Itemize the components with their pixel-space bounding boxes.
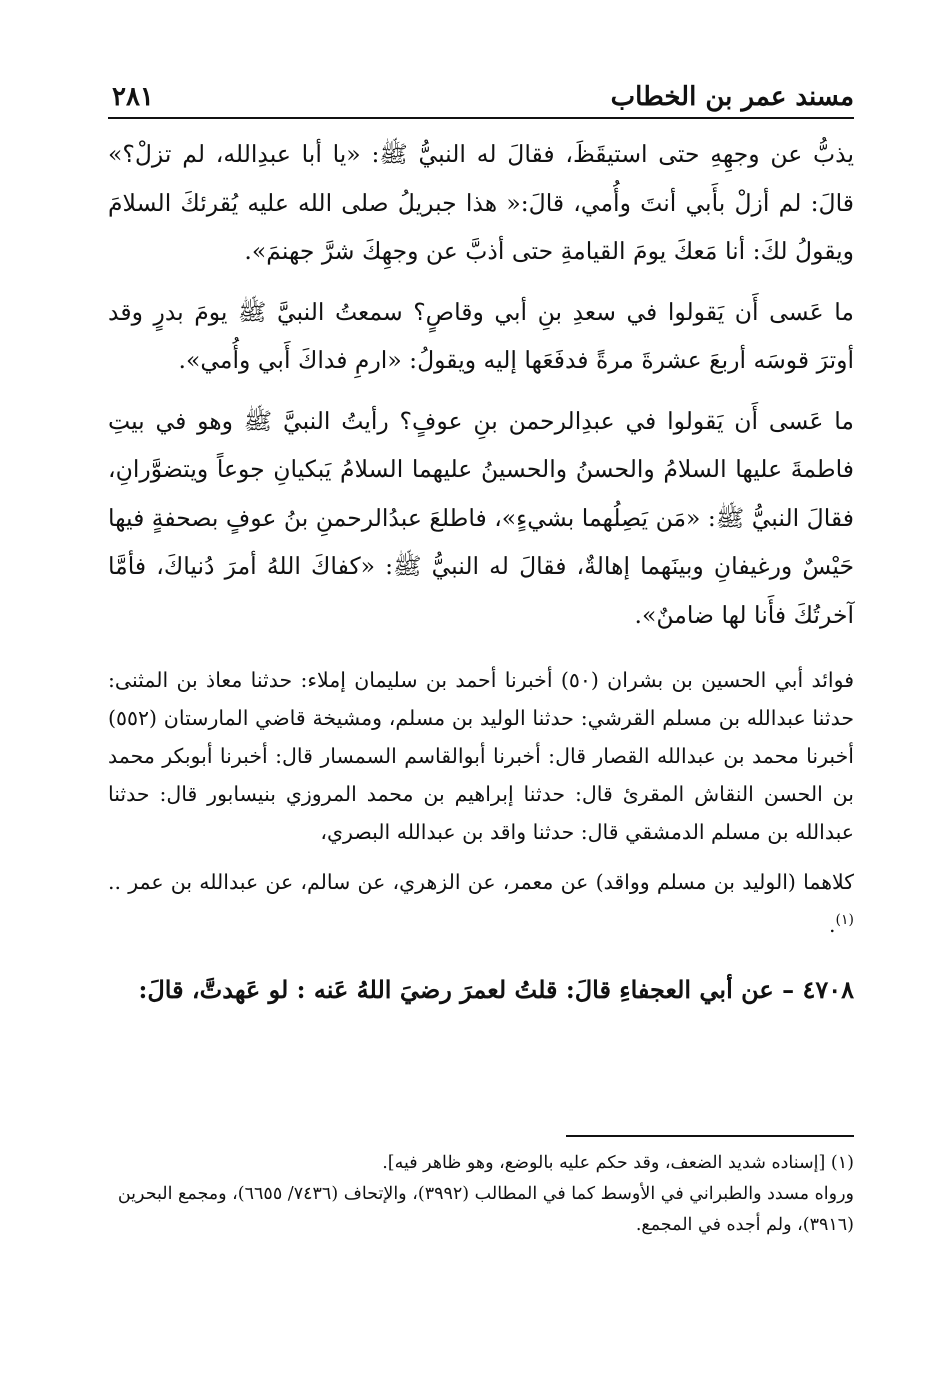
footnote-reference: (١) bbox=[835, 912, 854, 928]
isnad-paragraph: فوائد أبي الحسين بن بشران (٥٠) أخبرنا أحمد بن سليمان إملاء: حدثنا معاذ بن المثنى: حدثنا عبدالله بن مسلم القرشي: حدثنا الوليد بن مسلم، ومشيخة قاضي المارستان (٥٥٢) أخبرنا محمد بن عبدالله القصار قال: أخبرنا أبوالقاسم السمسار قال: أخبرنا أبوبكر محمد بن الحسن النقاش المقرئ قال: حدثنا إبراهيم بن محمد المروزي بنيسابور قال: حدثنا عبدالله بن مسلم الدمشقي قال: حدثنا واقد بن عبدالله البصري، bbox=[108, 668, 854, 844]
header-divider bbox=[108, 117, 854, 119]
footnote-1: (١) [إسناده شديد الضعف، وقد حكم عليه بالوضع، وهو ظاهر فيه]. bbox=[382, 1153, 854, 1173]
hadith-paragraph: ما عَسى أَن يَقولوا في سعدِ بنِ أبي وقاصٍ؟ سمعتُ النبيَّ ﷺ يومَ بدرٍ وقد أوترَ قوسَه أربعَ عشرةَ مرةً فدفَعَها إليه ويقولُ: «ارمِ فداكَ أَبي وأُمي». bbox=[108, 297, 854, 374]
hadith-paragraph: يذبُّ عن وجهِهِ حتى استيقَظَ، فقالَ له النبيُّ ﷺ: «يا أبا عبدِالله، لم تزلْ؟» قالَ: لم أزلْ بأَبي أنتَ وأُمي، قالَ:« هذا جبريلُ صلى الله عليه يُقرئكَ السلامَ ويقولُ لكَ: أنا مَعكَ يومَ القيامةِ حتى أذبَّ عن وجهِكَ شرَّ جهنمَ». bbox=[108, 140, 854, 265]
running-header bbox=[112, 72, 854, 112]
isnad-paragraph: كلاهما (الوليد بن مسلم وواقد) عن معمر، عن الزهري، عن سالم، عن عبدالله بن عمر .. $^{(١)}$. bbox=[108, 870, 854, 937]
footnote-1-continued: ورواه مسدد والطبراني في الأوسط كما في المطالب (٣٩٩٢)، والإتحاف (٧٤٣٦/ ٦٦٥٥)، ومجمع البحرين (٣٩١٦)، ولم أجده في المجمع. bbox=[117, 1184, 854, 1235]
footnote-divider bbox=[566, 1135, 854, 1137]
isnad-text: كلاهما (الوليد بن مسلم وواقد) عن معمر، عن الزهري، عن سالم، عن عبدالله بن عمر .. bbox=[108, 870, 854, 894]
header-title: مسند عمر بن الخطاب bbox=[610, 82, 854, 112]
main-text bbox=[108, 130, 854, 1014]
hadith-paragraph: ما عَسى أَن يَقولوا في عبدِالرحمن بنِ عوفٍ؟ رأيتُ النبيَّ ﷺ وهو في بيتِ فاطمةَ عليها السلامُ والحسنُ والحسينُ عليهما السلامُ يَبكيانِ جوعاً ويتضوَّرانِ، فقالَ النبيُّ ﷺ: «مَن يَصِلُهما بشيءٍ»، فاطلعَ عبدُالرحمنِ بنُ عوفٍ بصحفةٍ فيها حَيْسٌ ورغيفانِ وبينَهما إهالةٌ، فقالَ له النبيُّ ﷺ: «كفاكَ اللهُ أمرَ دُنياكَ، فأمَّا آخرتُكَ فأَنا لها ضامنٌ». bbox=[108, 406, 854, 629]
page-number: ٢٨١ bbox=[112, 82, 154, 112]
footnotes bbox=[108, 1148, 854, 1241]
hadith-4708-heading: ٤٧٠٨ – عن أبي العجفاءِ قالَ: قلتُ لعمرَ رضيَ اللهُ عَنه : لو عَهدتَّ، قالَ: bbox=[138, 974, 854, 1004]
